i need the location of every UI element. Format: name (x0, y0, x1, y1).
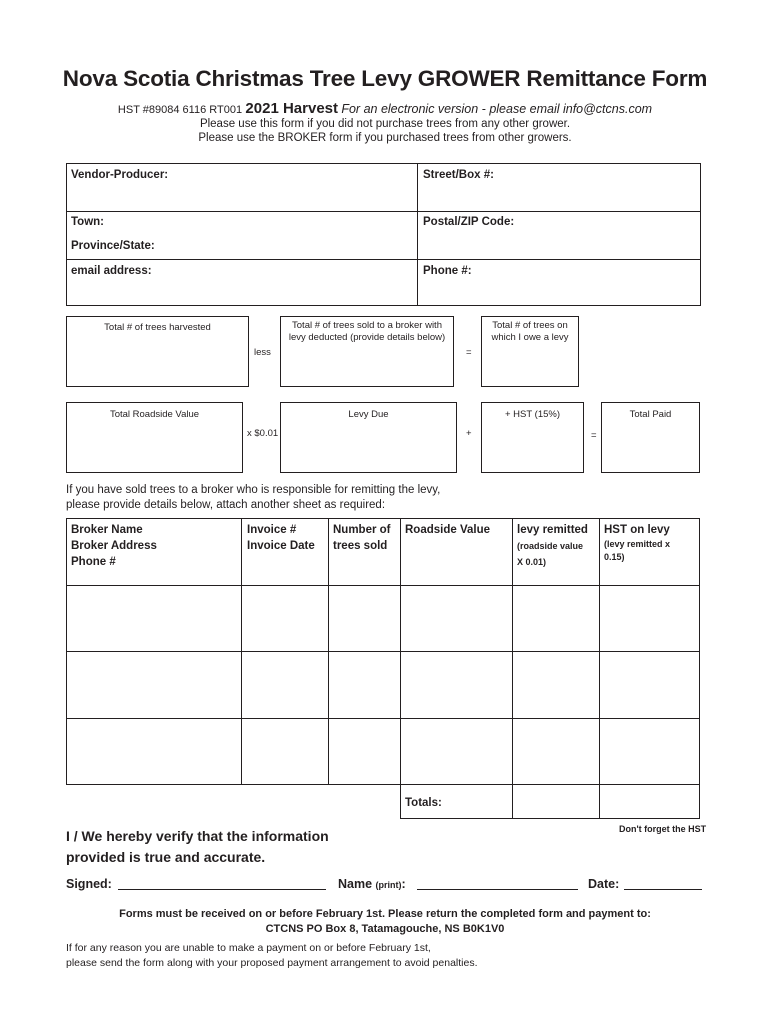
postal-zip-field[interactable]: Postal/ZIP Code: (423, 216, 515, 228)
verification-line: I / We hereby verify that the information (66, 828, 329, 844)
harvest-year: 2021 Harvest (245, 100, 338, 117)
header-broker (71, 522, 157, 570)
table-col-divider (241, 518, 242, 785)
totals-label: Totals: (405, 797, 442, 809)
levy-due-label: Levy Due (348, 409, 389, 420)
header-levy-remitted-sub (517, 540, 583, 569)
hst-label: + HST (15%) (505, 409, 560, 420)
roadside-value-label: Total Roadside Value (109, 409, 200, 420)
table-col-divider (599, 518, 600, 819)
dont-forget-hst-note: Don't forget the HST (619, 824, 707, 834)
verification-line: provided is true and accurate. (66, 849, 266, 865)
province-state-field[interactable]: Province/State: (71, 240, 155, 252)
header-hst-on-levy: HST on levy (604, 524, 670, 536)
colon: : (401, 877, 406, 891)
equals-operator: = (466, 347, 472, 358)
total-paid-label: Total Paid (629, 409, 672, 420)
payment-arrangement-note (66, 941, 478, 971)
header-roadside-value: Roadside Value (405, 524, 491, 536)
email-address-field[interactable]: email address: (71, 265, 152, 277)
header-invoice-date: Invoice Date (247, 540, 315, 552)
date-field[interactable] (624, 889, 702, 890)
header-levy-remitted-sub-line: X 0.01) (517, 557, 547, 567)
town-field[interactable]: Town: (71, 216, 104, 228)
header-hst-on-levy-sub-line: (levy remitted x (604, 539, 671, 549)
header-hst-on-levy-sub (604, 538, 670, 564)
broker-intro-line: If you have sold trees to a broker who is responsible for remitting the levy, (66, 484, 441, 496)
total-owe-levy-label-line: which I owe a levy (491, 332, 569, 343)
divider (66, 211, 701, 212)
vendor-producer-field[interactable]: Vendor-Producer: (71, 169, 169, 181)
header-broker-address: Broker Address (71, 540, 157, 552)
broker-intro (66, 483, 440, 513)
header-trees-sold (333, 522, 391, 554)
instruction-line-2: Please use the BROKER form if you purchased trees from other growers. (198, 132, 572, 144)
electronic-version-note: For an electronic version - please email info@ctcns.com (341, 102, 653, 116)
times-operator: x $0.01 (247, 428, 279, 439)
table-col-divider (400, 518, 401, 819)
signed-label: Signed: (66, 877, 112, 891)
totals-row (400, 784, 700, 819)
broker-intro-line: please provide details below, attach another sheet as required: (66, 499, 386, 511)
verification-statement (66, 826, 329, 868)
form-title: Nova Scotia Christmas Tree Levy GROWER Remittance Form (62, 66, 708, 91)
header-invoice-number: Invoice # (247, 524, 297, 536)
table-row-divider (66, 651, 700, 652)
header-trees-sold-line: trees sold (333, 540, 388, 552)
header-trees-sold-line: Number of (333, 524, 391, 536)
name-print-field[interactable] (417, 889, 578, 890)
print-label: (print) (375, 880, 402, 890)
instruction-line-1: Please use this form if you did not purchase trees from any other grower. (199, 118, 571, 130)
divider (417, 163, 418, 306)
total-sold-broker-label-line: levy deducted (provide details below) (288, 332, 446, 343)
header-levy-remitted-sub-line: (roadside value (517, 541, 584, 551)
divider (66, 259, 701, 260)
total-sold-broker-label-line: Total # of trees sold to a broker with (292, 320, 442, 331)
equals-operator: = (591, 430, 597, 441)
table-col-divider (512, 518, 513, 819)
header-levy-remitted: levy remitted (517, 524, 588, 536)
header-broker-name: Broker Name (71, 524, 143, 536)
total-owe-levy-label-line: Total # of trees on (492, 320, 568, 331)
header-phone: Phone # (71, 556, 116, 568)
table-col-divider (328, 518, 329, 785)
table-row-divider (66, 718, 700, 719)
header-info-line (0, 100, 770, 117)
contact-info-box (66, 163, 701, 306)
payment-note-line: please send the form along with your proposed payment arrangement to avoid penalties. (66, 957, 478, 969)
name-label: Name (338, 877, 373, 891)
header-invoice (247, 522, 315, 554)
table-row-divider (66, 585, 700, 586)
payment-note-line: If for any reason you are unable to make a payment on or before February 1st, (66, 942, 431, 954)
deadline-notice: Forms must be received on or before February 1st. Please return the completed form and payment to: (119, 908, 651, 920)
header-hst-on-levy-sub-line: 0.15) (604, 552, 625, 562)
street-box-field[interactable]: Street/Box #: (423, 169, 494, 181)
plus-operator: + (466, 428, 472, 439)
phone-field[interactable]: Phone #: (423, 265, 472, 277)
mailing-address: CTCNS PO Box 8, Tatamagouche, NS B0K1V0 (265, 923, 505, 935)
name-print-label (338, 877, 406, 891)
less-operator: less (254, 347, 271, 358)
hst-number: HST #89084 6116 RT001 (117, 104, 243, 116)
total-owe-levy-label (481, 320, 579, 344)
total-harvested-label: Total # of trees harvested (104, 322, 211, 333)
signed-field[interactable] (118, 889, 326, 890)
total-sold-broker-label (280, 320, 454, 344)
date-label: Date: (588, 877, 620, 891)
